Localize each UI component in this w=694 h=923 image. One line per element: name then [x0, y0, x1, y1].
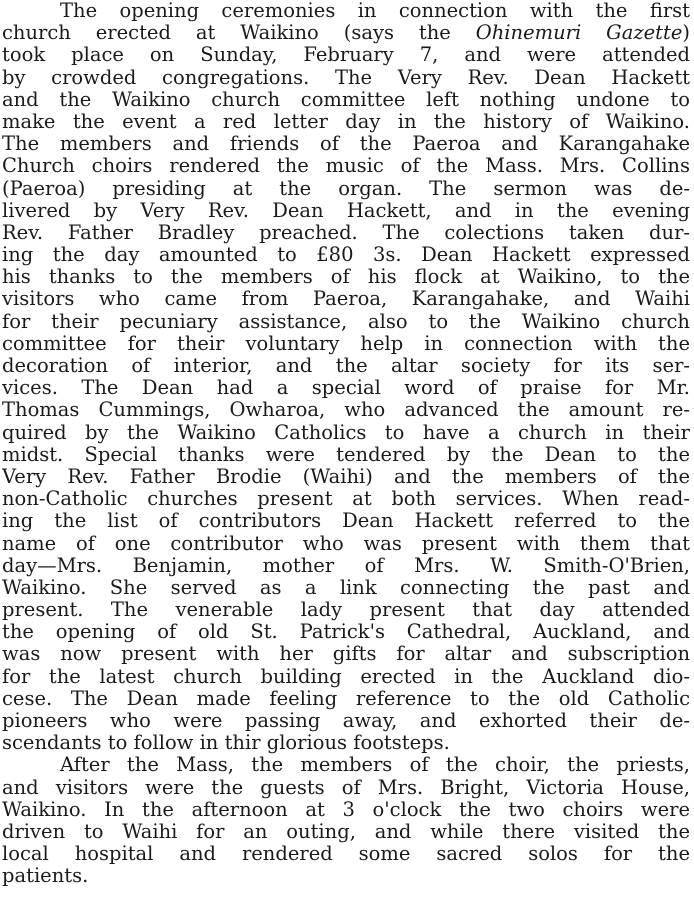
- article-line: Very Rev. Father Brodie (Waihi) and the members of the: [2, 465, 690, 488]
- article-line: quired by the Waikino Catholics to have a church in their: [2, 421, 690, 444]
- newspaper-article: [2, 0, 690, 888]
- article-line: the opening of old St. Patrick's Cathedral, Auckland, and: [2, 621, 690, 644]
- article-line: pioneers who were passing away, and exhorted their de-: [2, 710, 690, 732]
- article-line: ing the day amounted to £80 3s. Dean Hackett expressed: [2, 244, 690, 267]
- article-line: and the Waikino church committee left nothing undone to: [2, 88, 690, 111]
- article-line: for the latest church building erected in the Auckland dio-: [2, 665, 690, 688]
- article-line: local hospital and rendered some sacred solos for the: [2, 843, 690, 866]
- article-line: scendants to follow in thir glorious footsteps.: [2, 732, 450, 755]
- paragraph-1: [2, 0, 690, 754]
- article-line: patients.: [2, 865, 89, 888]
- article-line: Waikino. She served as a link connecting the past and: [2, 576, 690, 599]
- article-line-with-gazette-title: church erected at Waikino (says the Ohinemuri Gazette): [2, 22, 690, 45]
- newspaper-title: Ohinemuri Gazette: [475, 22, 683, 45]
- article-line: Thomas Cummings, Owharoa, who advanced the amount re-: [2, 399, 690, 422]
- article-line: ing the list of contributors Dean Hackett referred to the: [2, 510, 690, 533]
- article-line: committee for their voluntary help in connection with the: [2, 332, 690, 355]
- article-line: for their pecuniary assistance, also to the Waikino church: [2, 310, 690, 333]
- article-line: non-Catholic churches present at both services. When read-: [2, 488, 690, 511]
- article-line: The opening ceremonies in connection with the first: [60, 0, 690, 22]
- paragraph-2: [2, 754, 690, 887]
- article-line: Waikino. In the afternoon at 3 o'clock the two choirs were: [2, 798, 690, 821]
- article-line: After the Mass, the members of the choir, the priests,: [60, 754, 690, 777]
- article-line: and visitors were the guests of Mrs. Bright, Victoria House,: [2, 776, 690, 799]
- article-line: present. The venerable lady present that day attended: [2, 599, 690, 622]
- article-line: The members and friends of the Paeroa and Karangahake: [2, 133, 690, 156]
- article-line: (Paeroa) presiding at the organ. The sermon was de-: [2, 177, 690, 200]
- article-line: name of one contributor who was present with them that: [2, 532, 690, 555]
- article-line: his thanks to the members of his flock at Waikino, to the: [2, 266, 690, 289]
- article-line: vices. The Dean had a special word of praise for Mr.: [2, 377, 690, 400]
- article-line: Rev. Father Bradley preached. The colections taken dur-: [2, 221, 690, 244]
- article-line: decoration of interior, and the altar society for its ser-: [2, 355, 690, 377]
- article-line: visitors who came from Paeroa, Karangahake, and Waihi: [2, 288, 690, 311]
- article-line: driven to Waihi for an outing, and while there visited the: [2, 820, 690, 843]
- article-line: by crowded congregations. The Very Rev. Dean Hackett: [2, 66, 690, 89]
- article-line: took place on Sunday, February 7, and were attended: [2, 44, 690, 67]
- article-line: midst. Special thanks were tendered by the Dean to the: [2, 443, 690, 466]
- article-line: day—Mrs. Benjamin, mother of Mrs. W. Smith-O'Brien,: [2, 554, 690, 577]
- article-line: livered by Very Rev. Dean Hackett, and in the evening: [2, 199, 690, 222]
- article-line: make the event a red letter day in the history of Waikino.: [2, 110, 690, 133]
- article-line: cese. The Dean made feeling reference to the old Catholic: [2, 687, 690, 710]
- article-line: Church choirs rendered the music of the Mass. Mrs. Collins: [2, 155, 690, 178]
- article-line: was now present with her gifts for altar and subscription: [2, 643, 690, 666]
